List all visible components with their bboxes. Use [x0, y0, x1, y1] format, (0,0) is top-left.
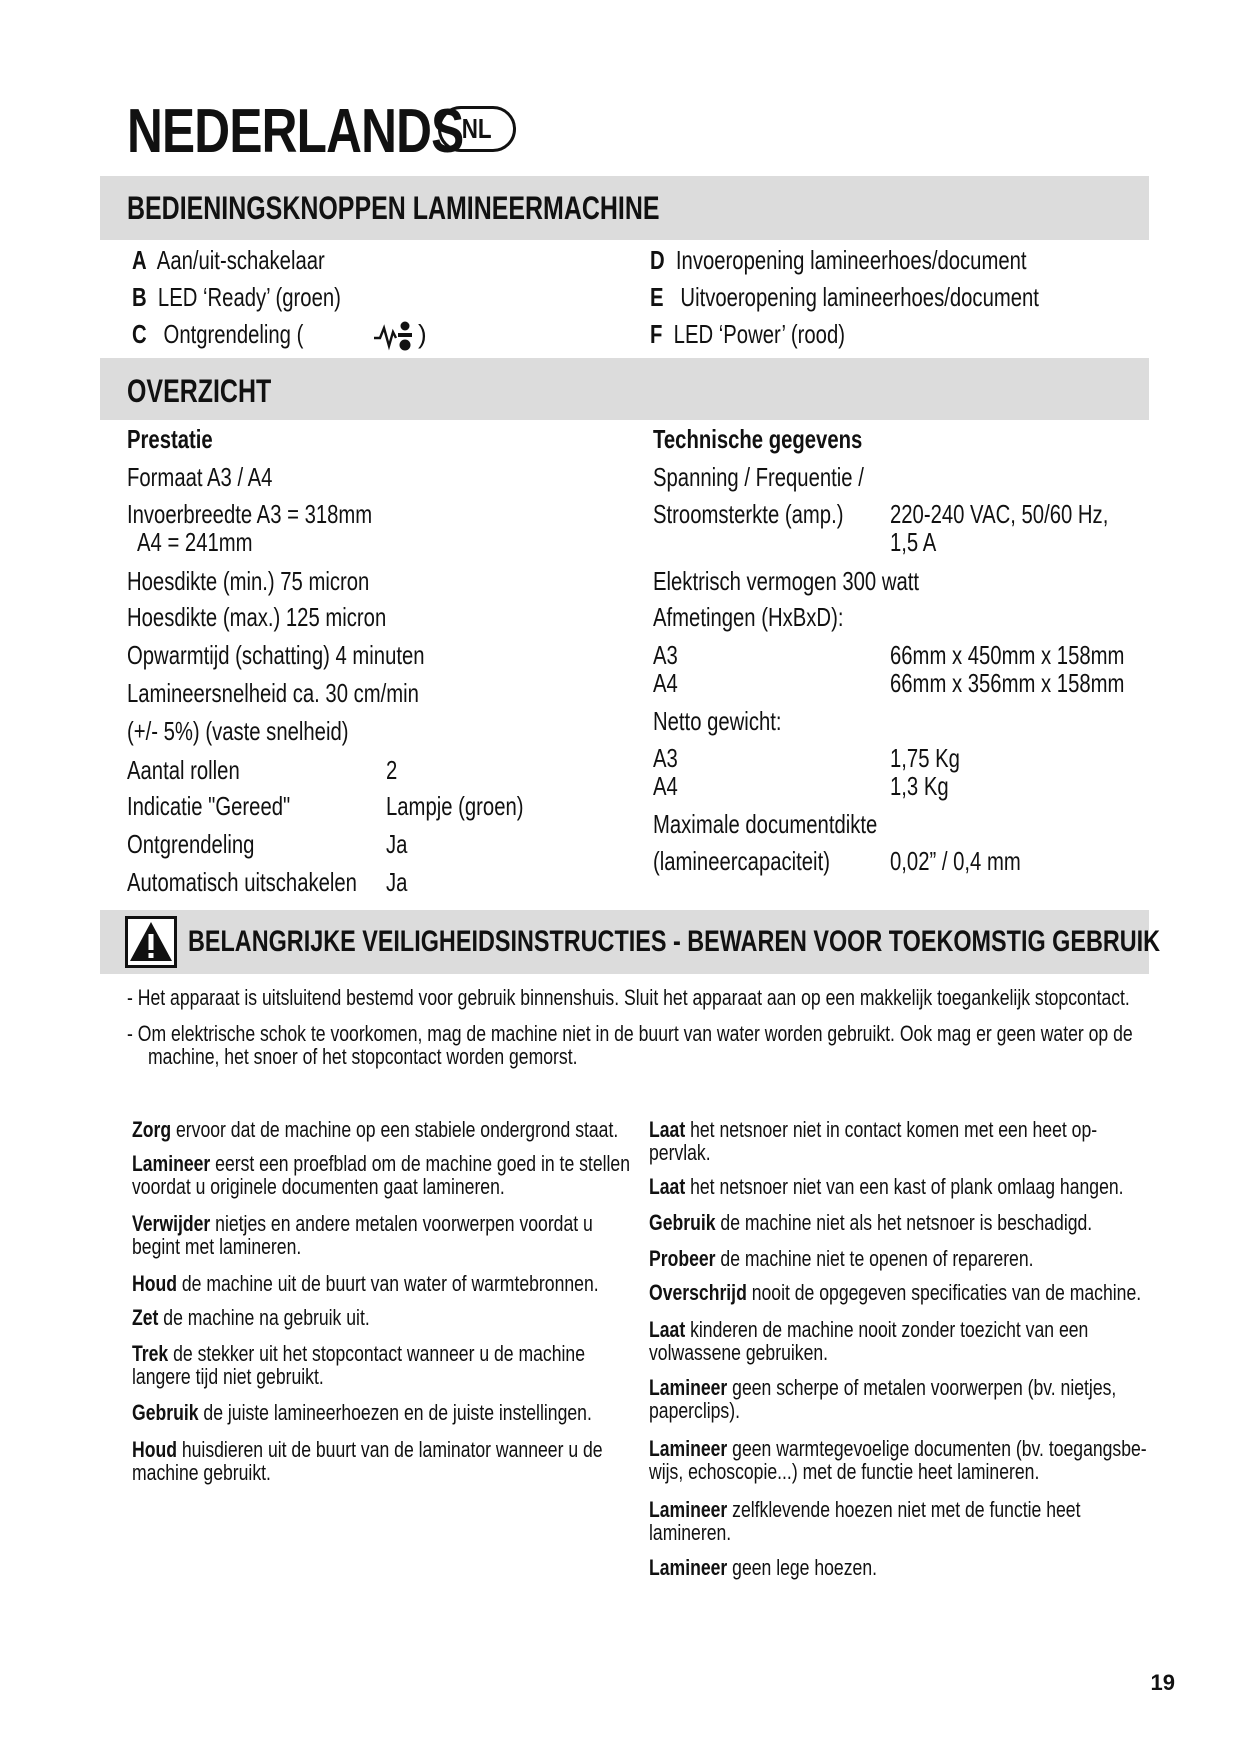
warning-icon: [125, 916, 177, 968]
tech-label: A3: [653, 743, 678, 773]
technical-heading: Technische gegevens: [653, 424, 863, 454]
instruction-item: Laat het netsnoer niet van een kast of plank omlaag hangen.: [649, 1174, 1124, 1199]
instruction-item: Laat kinderen de machine nooit zonder toezicht van een volwassene gebruiken.: [649, 1317, 1089, 1365]
instruction-item: Lamineer eerst een proefblad om de machine goed in te stellen voordat u originele documenten gaat lamineren.: [132, 1151, 630, 1199]
tech-label: Netto gewicht:: [653, 706, 782, 736]
spec-value: 2: [386, 755, 398, 785]
release-icon: [372, 320, 418, 352]
tech-value: 1,5 A: [890, 527, 937, 557]
instruction-item: Verwijder nietjes en andere metalen voorwerpen voordat u begint met lamineren.: [132, 1211, 593, 1259]
safety-bullet: - Om elektrische schok te voorkomen, mag de machine niet in de buurt van water worden gebruikt. Ook mag er geen water op de: [127, 1021, 1133, 1046]
overview-section-header: [100, 358, 1149, 420]
control-item-e: E Uitvoeropening lamineerhoes/document: [650, 282, 1039, 312]
performance-line: Lamineersnelheid ca. 30 cm/min: [127, 678, 419, 708]
tech-label: A4: [653, 668, 678, 698]
instruction-item: Lamineer geen lege hoezen.: [649, 1555, 877, 1580]
instruction-item: Lamineer geen warmtegevoelige documenten (bv. toegangsbe- wijs, echoscopie...) met de functie heet lamineren.: [649, 1436, 1147, 1484]
instruction-item: Houd huisdieren uit de buurt van de laminator wanneer u de machine gebruikt.: [132, 1437, 603, 1485]
spec-label: Aantal rollen: [127, 755, 240, 785]
instruction-item: Trek de stekker uit het stopcontact wanneer u de machine langere tijd niet gebruikt.: [132, 1341, 585, 1389]
overview-section-title: OVERZICHT: [127, 373, 272, 409]
spec-label: Ontgrendeling: [127, 829, 255, 859]
spec-value: Lampje (groen): [386, 791, 524, 821]
instruction-item: Laat het netsnoer niet in contact komen met een heet op- pervlak.: [649, 1117, 1098, 1165]
instruction-item: Gebruik de machine niet als het netsnoer is beschadigd.: [649, 1210, 1093, 1235]
tech-label: A4: [653, 771, 678, 801]
performance-line: Invoerbreedte A3 = 318mm: [127, 499, 373, 529]
tech-value: 0,02” / 0,4 mm: [890, 846, 1021, 876]
control-item-c: C Ontgrendeling (: [132, 319, 304, 349]
instruction-item: Houd de machine uit de buurt van water of warmtebronnen.: [132, 1271, 599, 1296]
tech-value: 1,75 Kg: [890, 743, 960, 773]
performance-line: Hoesdikte (max.) 125 micron: [127, 602, 387, 632]
spec-label: Automatisch uitschakelen: [127, 867, 357, 897]
safety-bullet: machine, het snoer of het stopcontact worden gemorst.: [148, 1044, 578, 1069]
performance-line: (+/- 5%) (vaste snelheid): [127, 716, 349, 746]
page-title: NEDERLANDS: [127, 97, 464, 166]
controls-section-title: BEDIENINGSKNOPPEN LAMINEERMACHINE: [127, 190, 660, 226]
control-item-a: A Aan/uit-schakelaar: [132, 245, 325, 275]
safety-section-header: [100, 910, 1161, 974]
control-item-d: D Invoeropening lamineerhoes/document: [650, 245, 1027, 275]
performance-line: Formaat A3 / A4: [127, 462, 273, 492]
tech-value: 220-240 VAC, 50/60 Hz,: [890, 499, 1109, 529]
instruction-item: Probeer de machine niet te openen of repareren.: [649, 1246, 1034, 1271]
instruction-item: Zet de machine na gebruik uit.: [132, 1305, 370, 1330]
performance-line: Hoesdikte (min.) 75 micron: [127, 566, 370, 596]
tech-label: Spanning / Frequentie /: [653, 462, 864, 492]
spec-label: Indicatie "Gereed": [127, 791, 291, 821]
control-item-b: B LED ‘Ready’ (groen): [132, 282, 341, 312]
instruction-item: Overschrijd nooit de opgegeven specificaties van de machine.: [649, 1280, 1142, 1305]
safety-section-title: BELANGRIJKE VEILIGHEIDSINSTRUCTIES - BEWAREN VOOR TOEKOMSTIG GEBRUIK: [188, 925, 1161, 958]
page-number: 19: [1150, 1670, 1175, 1695]
control-item-c-suffix: ): [418, 319, 427, 349]
tech-value: 1,3 Kg: [890, 771, 949, 801]
tech-label: Stroomsterkte (amp.): [653, 499, 844, 529]
tech-label: (lamineercapaciteit): [653, 846, 830, 876]
performance-heading: Prestatie: [127, 424, 213, 454]
spec-value: Ja: [386, 867, 408, 897]
spec-value: Ja: [386, 829, 408, 859]
performance-line: A4 = 241mm: [137, 527, 253, 557]
instruction-item: Gebruik de juiste lamineerhoezen en de juiste instellingen.: [132, 1400, 592, 1425]
instruction-item: Zorg ervoor dat de machine op een stabiele ondergrond staat.: [132, 1117, 619, 1142]
controls-section-header: [100, 176, 1149, 240]
tech-label: A3: [653, 640, 678, 670]
language-badge: NL: [438, 106, 516, 152]
performance-line: Opwarmtijd (schatting) 4 minuten: [127, 640, 425, 670]
safety-bullet: - Het apparaat is uitsluitend bestemd voor gebruik binnenshuis. Sluit het apparaat aan op een makkelijk toegankelijk stopcontact.: [127, 985, 1130, 1010]
tech-label: Maximale documentdikte: [653, 809, 878, 839]
instruction-item: Lamineer geen scherpe of metalen voorwerpen (bv. nietjes, paperclips).: [649, 1375, 1117, 1423]
tech-value: 66mm x 356mm x 158mm: [890, 668, 1125, 698]
tech-value: 66mm x 450mm x 158mm: [890, 640, 1125, 670]
tech-label: Afmetingen (HxBxD):: [653, 602, 844, 632]
control-item-f: F LED ‘Power’ (rood): [650, 319, 845, 349]
tech-line: Elektrisch vermogen 300 watt: [653, 566, 920, 596]
instruction-item: Lamineer zelfklevende hoezen niet met de functie heet lamineren.: [649, 1497, 1081, 1545]
